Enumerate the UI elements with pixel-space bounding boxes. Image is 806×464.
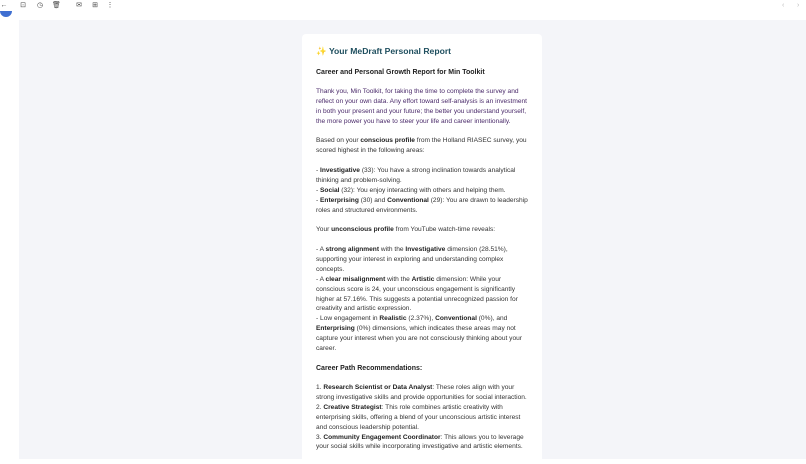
list-item: - A strong alignment with the Investigative dimension (28.51%), supporting your interest in exploring and understanding complex concepts.: [316, 246, 508, 273]
archive-icon[interactable]: ⊡: [20, 2, 26, 9]
sender-bar: [0, 12, 806, 20]
list-item: - A clear misalignment with the Artistic dimension: While your conscious score is 24, your unconscious engagement is significantly higher at 57.16%. This suggests a potential unrecognized passion for creativity and artistic expression.: [316, 275, 518, 313]
more-icon[interactable]: ⋮: [106, 2, 114, 9]
list-item: - Investigative (33): You have a strong inclination towards analytical thinking and problem-solving.: [316, 167, 516, 184]
intro-paragraph: Thank you, Min Toolkit, for taking the time to complete the survey and reflect on your own data. Any effort toward self-analysis is an investment in both your present and your future; the better you understand yourself, the more power you have to steer your life and career intentionally.: [316, 88, 527, 125]
list-item: - Low engagement in Realistic (2.37%), Conventional (0%), and Enterprising (0%) dimensions, which indicates these areas may not capture your interest when you are not consciously thinking about your career.: [316, 315, 522, 353]
conscious-intro: Based on your conscious profile from the Holland RIASEC survey, you scored highest in the following areas:: [316, 137, 527, 154]
previous-email-icon[interactable]: ‹: [782, 2, 785, 9]
list-item: 2. Creative Strategist: This role combines artistic creativity with enterprising skills, offering a blend of your unconscious artistic interest and conscious leadership potential.: [316, 403, 521, 431]
list-item: 1. Research Scientist or Data Analyst: These roles align with your strong investigative skills and provide opportunities for social interaction.: [316, 384, 527, 401]
email-title-text: Your MeDraft Personal Report: [328, 46, 452, 56]
recommendations-list: [316, 383, 530, 452]
sparkles-icon: ✨: [316, 46, 327, 56]
unconscious-intro: Your unconscious profile from YouTube watch-time reveals:: [316, 226, 496, 233]
email-title: [316, 46, 451, 57]
email-toolbar: [0, 0, 806, 12]
conscious-list: [316, 166, 530, 216]
list-item: - Enterprising (30) and Conventional (29): You are drawn to leadership roles and structured environments.: [316, 196, 528, 214]
list-item: - Social (32): You enjoy interacting with others and helping them.: [316, 186, 506, 194]
unconscious-list: [316, 245, 530, 354]
recommendations-heading: Career Path Recommendations:: [316, 365, 423, 372]
move-to-icon[interactable]: ⊞: [92, 2, 98, 9]
delete-icon[interactable]: 🗑: [52, 2, 61, 9]
list-item: 3. Community Engagement Coordinator: This allows you to leverage your social skills while incorporating investigative and artistic elements.: [316, 433, 524, 451]
mark-unread-icon[interactable]: ✉: [76, 2, 82, 9]
email-subtitle: Career and Personal Growth Report for Min Toolkit: [316, 69, 485, 76]
snooze-icon[interactable]: ◷: [36, 2, 44, 9]
next-email-icon[interactable]: ›: [797, 2, 800, 9]
back-icon[interactable]: ←: [0, 2, 8, 9]
